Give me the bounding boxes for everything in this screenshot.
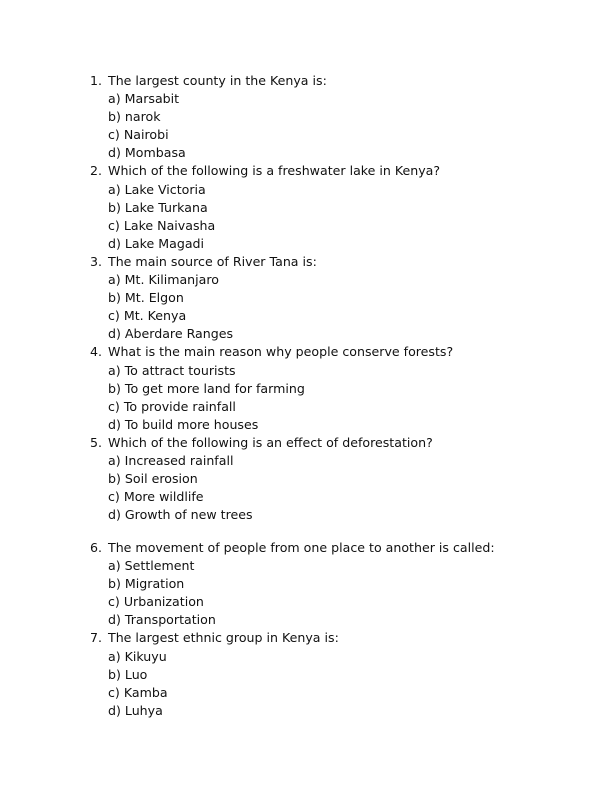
option-b: b) Lake Turkana — [108, 199, 208, 215]
option-d: d) To build more houses — [108, 416, 259, 432]
question-7 — [90, 629, 590, 647]
question-text: What is the main reason why people conserve forests? — [108, 344, 454, 360]
question-5 — [90, 434, 590, 452]
option-b: b) narok — [108, 109, 161, 125]
option-d: d) Transportation — [108, 612, 216, 628]
option-d: d) Aberdare Ranges — [108, 326, 234, 342]
question-3 — [90, 253, 590, 271]
question-block-1 — [90, 72, 590, 524]
question-number: 2. — [90, 163, 103, 179]
question-text: Which of the following is a freshwater lake in Kenya? — [108, 163, 441, 179]
option-a: a) Settlement — [108, 558, 195, 574]
option-b: b) Luo — [108, 666, 148, 682]
question-block-2 — [90, 539, 590, 720]
option-a: a) Marsabit — [108, 91, 180, 107]
question-text: Which of the following is an effect of deforestation? — [108, 434, 433, 450]
option-a: a) Kikuyu — [108, 648, 167, 664]
option-a: a) Increased rainfall — [108, 452, 234, 468]
option-a: a) Mt. Kilimanjaro — [108, 272, 219, 288]
option-b: b) Soil erosion — [108, 471, 198, 487]
option-c: c) Mt. Kenya — [108, 308, 187, 324]
option-a: a) Lake Victoria — [108, 181, 206, 197]
question-number: 1. — [90, 73, 103, 88]
option-c: c) Nairobi — [108, 127, 169, 143]
option-d: d) Growth of new trees — [108, 507, 253, 523]
option-d: d) Luhya — [108, 702, 163, 718]
question-number: 4. — [90, 344, 103, 360]
option-c: c) Urbanization — [108, 594, 204, 610]
question-4 — [90, 343, 590, 361]
question-number: 7. — [90, 630, 103, 646]
option-d: d) Mombasa — [108, 145, 186, 161]
option-d: d) Lake Magadi — [108, 235, 205, 251]
option-c: c) To provide rainfall — [108, 398, 236, 414]
option-c: c) More wildlife — [108, 489, 204, 505]
question-1 — [90, 72, 590, 90]
question-6 — [90, 539, 590, 557]
option-b: b) Mt. Elgon — [108, 290, 184, 306]
option-a: a) To attract tourists — [108, 362, 236, 378]
question-text: The movement of people from one place to another is called: — [108, 540, 495, 555]
question-text: The main source of River Tana is: — [108, 253, 317, 269]
question-number: 6. — [90, 540, 103, 555]
option-b: b) To get more land for farming — [108, 380, 305, 396]
option-b: b) Migration — [108, 576, 185, 592]
question-number: 3. — [90, 253, 103, 269]
option-c: c) Lake Naivasha — [108, 217, 216, 233]
question-2 — [90, 162, 590, 180]
question-text: The largest county in the Kenya is: — [108, 73, 327, 88]
question-number: 5. — [90, 434, 103, 450]
option-c: c) Kamba — [108, 684, 168, 700]
question-text: The largest ethnic group in Kenya is: — [108, 630, 339, 646]
